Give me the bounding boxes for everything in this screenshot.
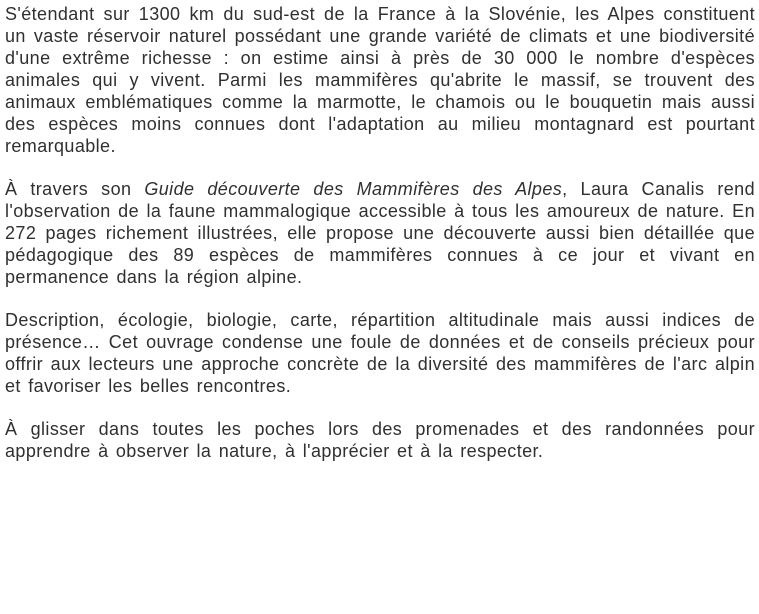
paragraph-guide-presentation bbox=[5, 178, 755, 288]
paragraph-guide-rest-text: , Laura Canalis rend l'observation de la faune mammalogique accessible à tous les amoureux de nature. En 272 pages richement illustrées, elle propose une découverte aussi bien détaillée que pédagogique des 89 espèces de mammifères connues à ce jour et vivant en permanence dans la région alpine. bbox=[5, 179, 755, 287]
paragraph-content-description: Description, écologie, biologie, carte, répartition altitudinale mais aussi indices de présence… Cet ouvrage condense une foule de données et de conseils précieux pour offrir aux lecteurs une approche concrète de la diversité des mammifères de l'arc alpin et favoriser les belles rencontres. bbox=[5, 310, 755, 396]
book-title-italic: Guide découverte des Mammifères des Alpes bbox=[144, 179, 563, 199]
paragraph-guide-lead-text: À travers son bbox=[5, 179, 145, 199]
paragraph-conclusion: À glisser dans toutes les poches lors des promenades et des randonnées pour apprendre à observer la nature, à l'apprécier et à la respecter. bbox=[5, 419, 755, 461]
paragraph-alps-intro: S'étendant sur 1300 km du sud-est de la France à la Slovénie, les Alpes constituent un vaste réservoir naturel possédant une grande variété de climats et une biodiversité d'une extrême richesse : on estime ainsi à près de 30 000 le nombre d'espèces animales qui y vivent. Parmi les mammifères qu'abrite le massif, se trouvent des animaux emblématiques comme la marmotte, le chamois ou le bouquetin mais aussi des espèces moins connues dont l'adaptation au milieu montagnard est pourtant remarquable. bbox=[5, 4, 755, 156]
